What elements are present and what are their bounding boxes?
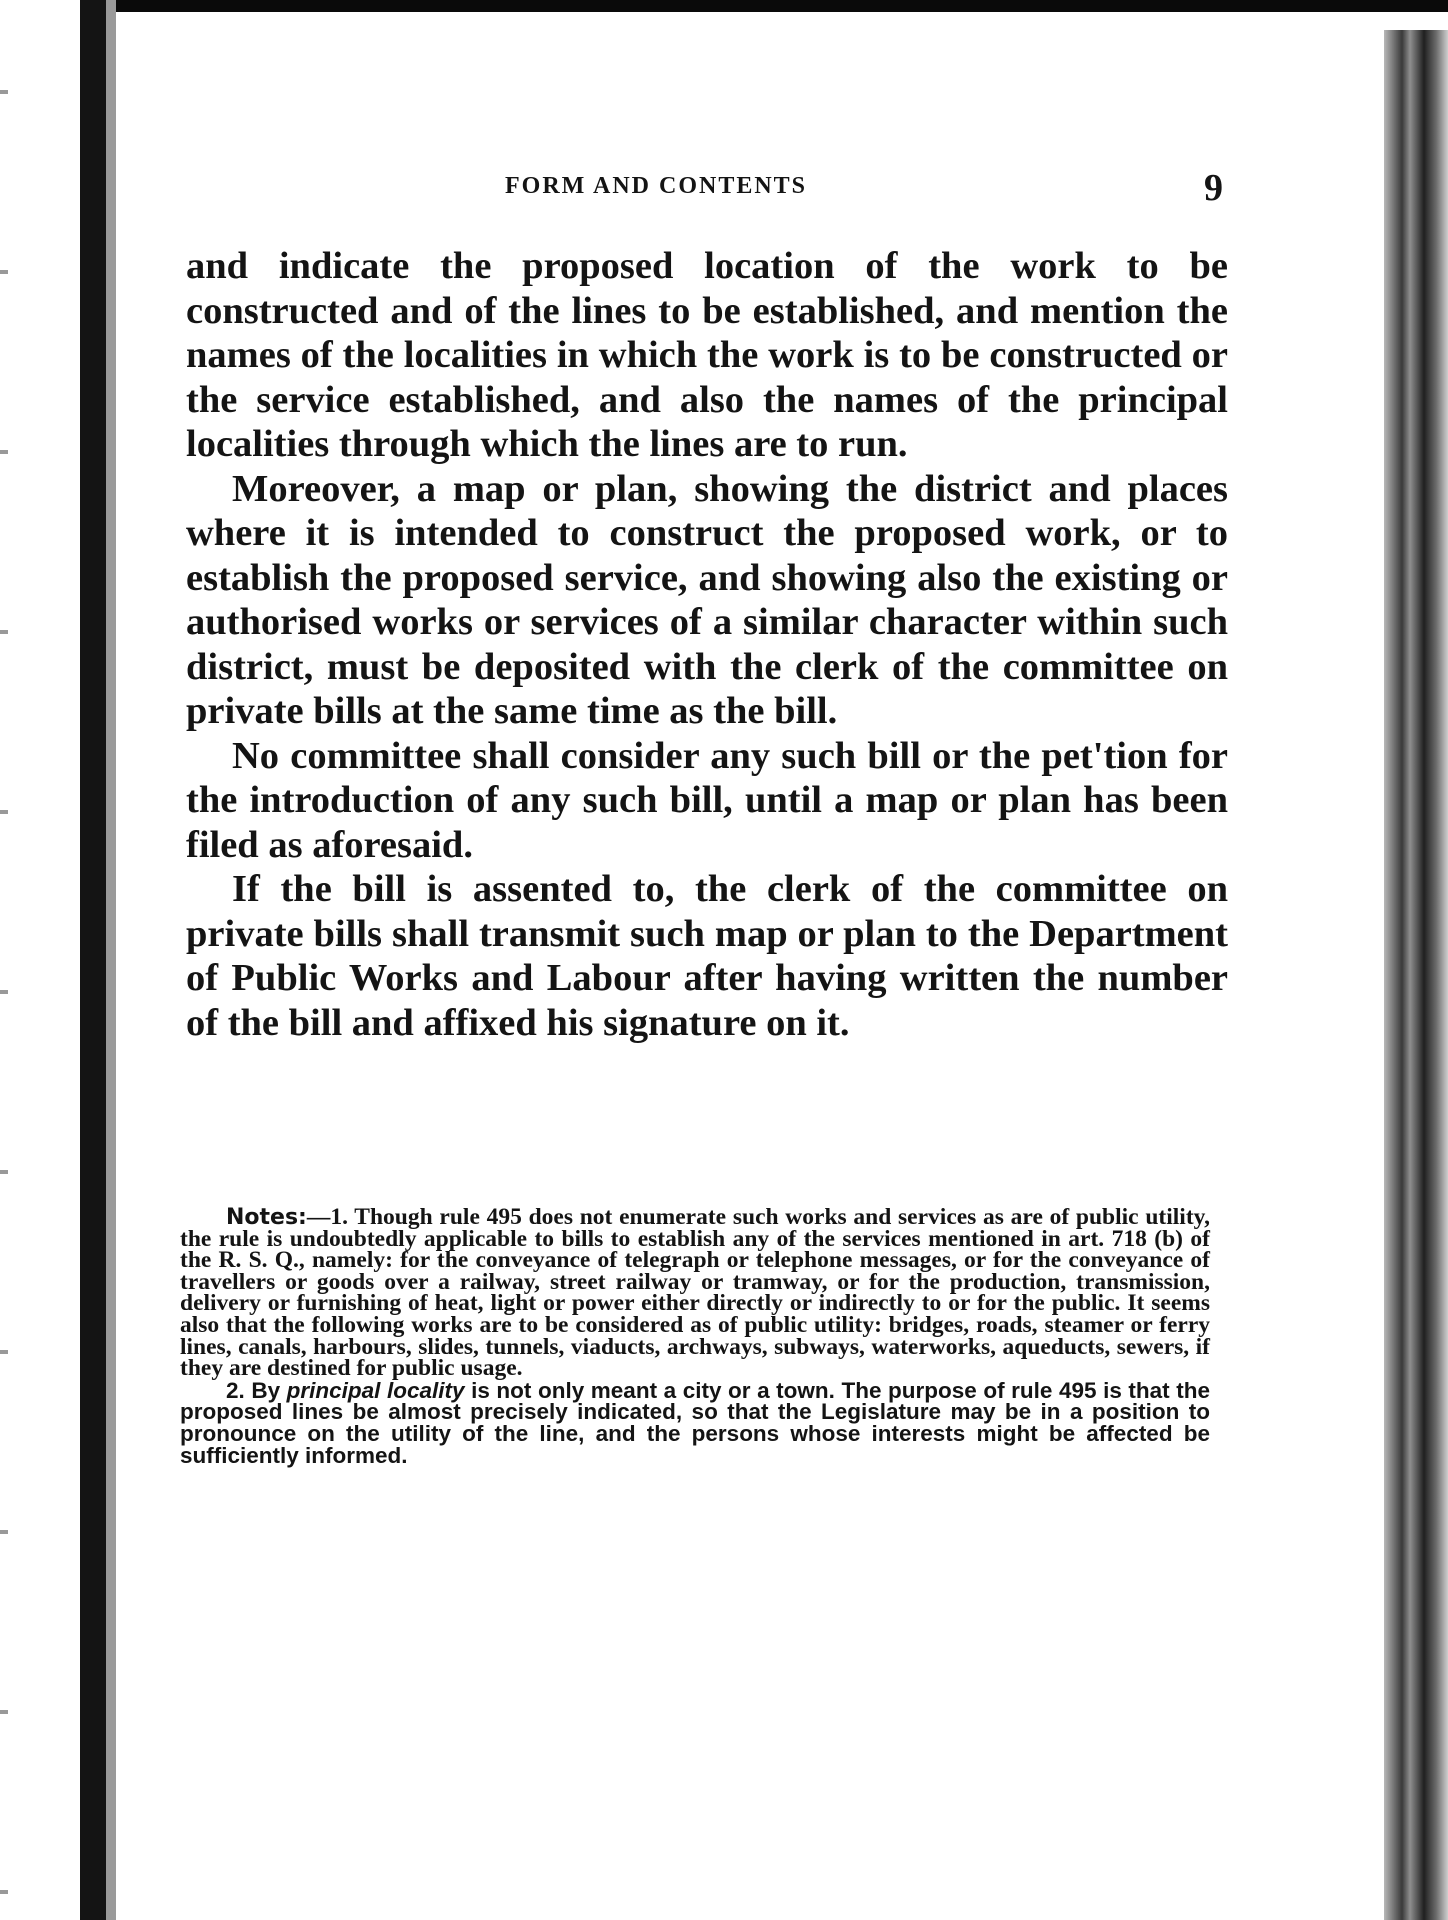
paragraph-2: Moreover, a map or plan, showing the district and places where it is intended to construct the proposed work, or to establish the proposed service, and showing also the existing or authorised works or services of a similar character within such district, must be deposited with the clerk of the committee on private bills at the same time as the bill.: [186, 467, 1228, 732]
book-gutter: [106, 0, 116, 1920]
book-spine-shadow: [80, 0, 106, 1920]
scan-top-border: [0, 0, 1448, 12]
main-text: [186, 244, 1228, 1045]
page-number: 9: [1204, 167, 1223, 209]
page-stack-edge: [1384, 30, 1448, 1920]
note-2-italic-term: principal locality: [286, 1377, 465, 1403]
paragraph-4: If the bill is assented to, the clerk of the committee on private bills shall transmit such map or plan to the Department of Public Works and Labour after having written the number of the bill and affixed his signature on it.: [186, 868, 1228, 1044]
note-2: [180, 1377, 1210, 1468]
notes-label: Notes:: [226, 1205, 307, 1230]
note-1: [180, 1204, 1210, 1382]
running-title: FORM AND CONTENTS: [505, 173, 808, 199]
notes-section: [180, 1204, 1210, 1468]
facing-page-marks: [0, 0, 8, 1920]
note-2-rest: is not only meant a city or a town. The purpose of rule 495 is that the proposed lines be almost precisely indicated, so that the Legislature may be in a position to pronounce on the utility of the line, and the persons whose interests might be affected be sufficiently informed.: [180, 1377, 1210, 1468]
note-1-text: —1. Though rule 495 does not enumerate such works and services as are of public utility, the rule is undoubtedly applicable to bills to establish any of the services mentioned in art. 718 (b) of the R. S. Q., namely: for the conveyance of telegraph or telephone messages, or for the conveyance of travellers or goods over a railway, street railway or tramway, or for the production, transmission, delivery or furnishing of heat, light or power either directly or indirectly to or for the public. It seems also that the following works are to be considered as of public utility: bridges, roads, steamer or ferry lines, canals, harbours, slides, tunnels, viaducts, archways, subways, waterworks, aqueducts, sewers, if they are destined for public usage.: [180, 1204, 1210, 1382]
paragraph-1: and indicate the proposed location of the work to be constructed and of the lines to be established, and mention the names of the localities in which the work is to be constructed or the service established, and also the names of the principal localities through which the lines are to run.: [186, 245, 1228, 465]
paragraph-3: No committee shall consider any such bill or the pet'tion for the introduction of any such bill, until a map or plan has been filed as aforesaid.: [186, 734, 1228, 866]
note-2-start: 2. By: [226, 1377, 287, 1403]
